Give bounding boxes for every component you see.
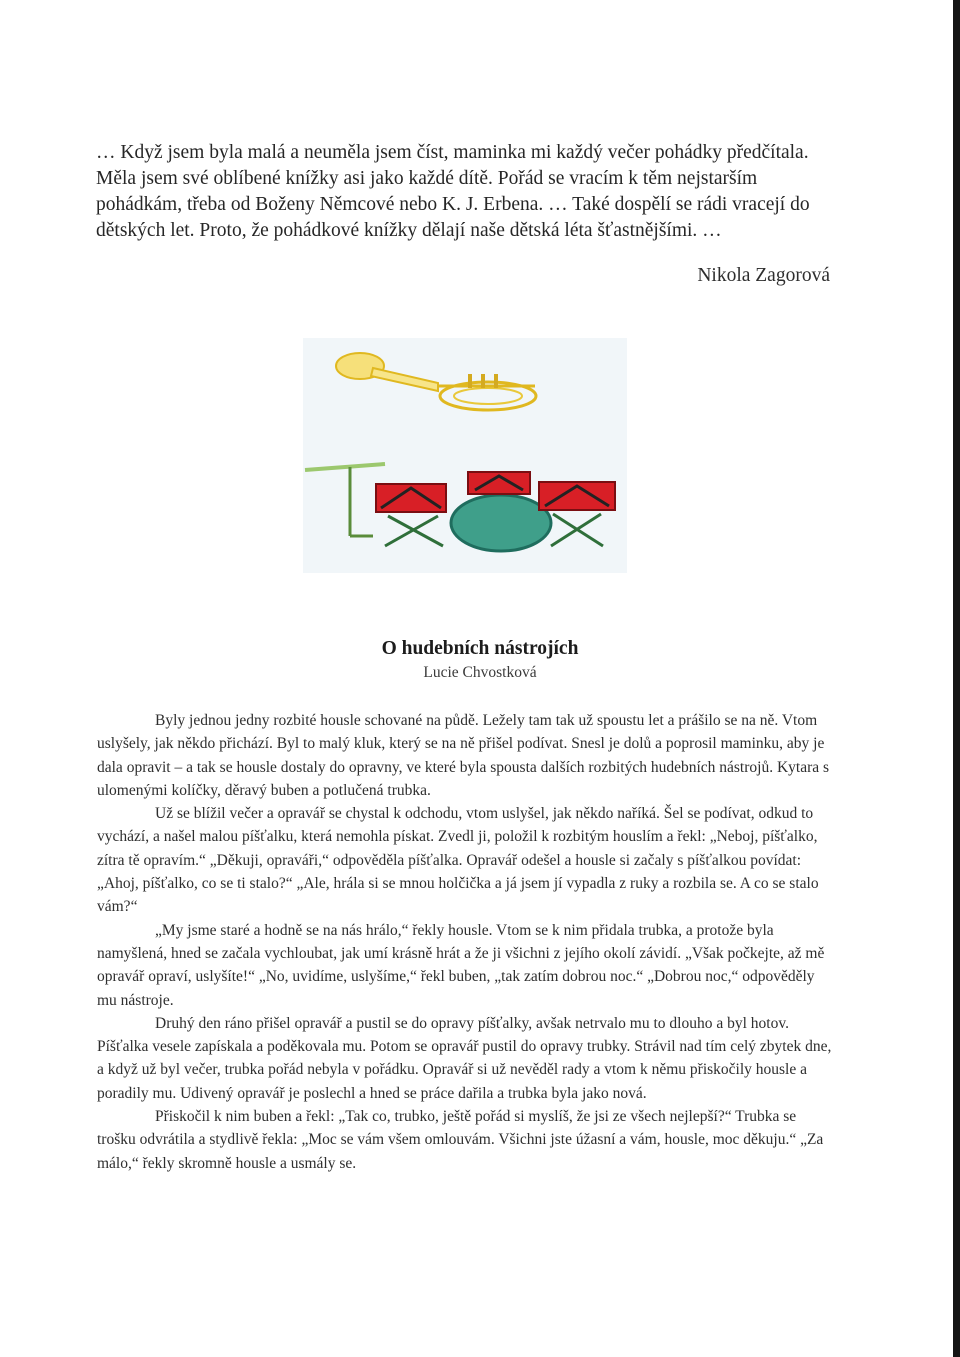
story-paragraph: Už se blížil večer a opravář se chystal k odchodu, vtom uslyšel, jak někdo naříká. Šel se podívat, odkud to vychází, a našel malou píšťalku, která nemohla pískat. Zvedl ji, položil k rozbitým houslím a řekl: „Neboj, píšťalko, zítra tě opravím.“ „Děkuji, opraváři,“ odpověděla píšťalka. Opravář odešel a housle si začaly s píšťalkou povídat: „Ahoj, píšťalko, co se ti stalo?“ „Ale, hrála si se mnou holčička a já jsem jí vypadla z ruky a rozbila se. A co se stalo vám?“ [97,805,819,916]
drawing-svg [303,338,627,573]
story-paragraph: Byly jednou jedny rozbité housle schované na půdě. Ležely tam tak už spoustu let a prášilo se na ně. Vtom uslyšely, jak někdo přichází. Byl to malý kluk, který se na ně přišel podívat. Snesl je dolů a poprosil maminku, aby je dala opravit – a tak se housle dostaly do opravny, ve které byla spousta dalších rozbitých hudebních nástrojů. Kytara s ulomenými kolíčky, děravý buben a potlučená trubka. [97,712,830,799]
instruments-drawing-icon [303,338,627,573]
story-title: O hudebních nástrojích [381,638,579,659]
intro-passage [96,140,836,244]
intro-text: … Když jsem byla malá a neuměla jsem číst, maminka mi každý večer pohádky předčítala. Měla jsem své oblíbené knížky asi jako každé dítě. Pořád se vracím k těm nejstarším pohádkám, třeba od Boženy Němcové nebo K. J. Erbena. … Také dospělí se rádi vracejí do dětských let. Proto, že pohádkové knížky dělají naše dětská léta šťastnějšími. … [96,142,810,241]
story-body [97,709,835,1175]
story-author: Lucie Chvostková [423,664,537,681]
story-paragraph: Druhý den ráno přišel opravář a pustil se do opravy píšťalky, avšak netrvalo mu to dlouho a byl hotov. Píšťalka vesele zapískala a poděkovala mu. Potom se opravář pustil do opravy trubky. Strávil nad tím celý zbytek dne, a když už byl večer, trubka pořád nebyla v pořádku. Opravář si už nevěděl rady a vtom k němu přiskočily housle a poradily mu. Udivený opravář je poslechl a hned se práce dařila a trubka byla jako nová. [97,1014,832,1102]
story-paragraph: Přiskočil k nim buben a řekl: „Tak co, trubko, ještě pořád si myslíš, že jsi ze všech nejlepší?“ Trubka se trošku odvrátila a stydlivě řekla: „Moc se vám všem omlouvám. Všichni jste úžasní a vám, housle, moc děkuju.“ „Za málo,“ řekly skromně housle a usmály se. [97,1108,824,1172]
bass-drum-shape [451,495,551,551]
top-drum-shape [468,472,530,494]
story-paragraph: „My jsme staré a hodně se na nás hrálo,“ řekly housle. Vtom se k nim přidala trubka, a protože byla namyšlená, hned se začala vychloubat, jak umí krásně hrát a že ji všichni z jejího okolí závidí. „Však počkejte, až mě opravář opraví, uslyšíte!“ „No, uvidíme, uslyšíme,“ řekl buben, „tak zatím dobrou noc.“ „Dobrou noc,“ odpověděly mu nástroje. [97,921,825,1009]
intro-author: Nikola Zagorová [697,265,830,286]
